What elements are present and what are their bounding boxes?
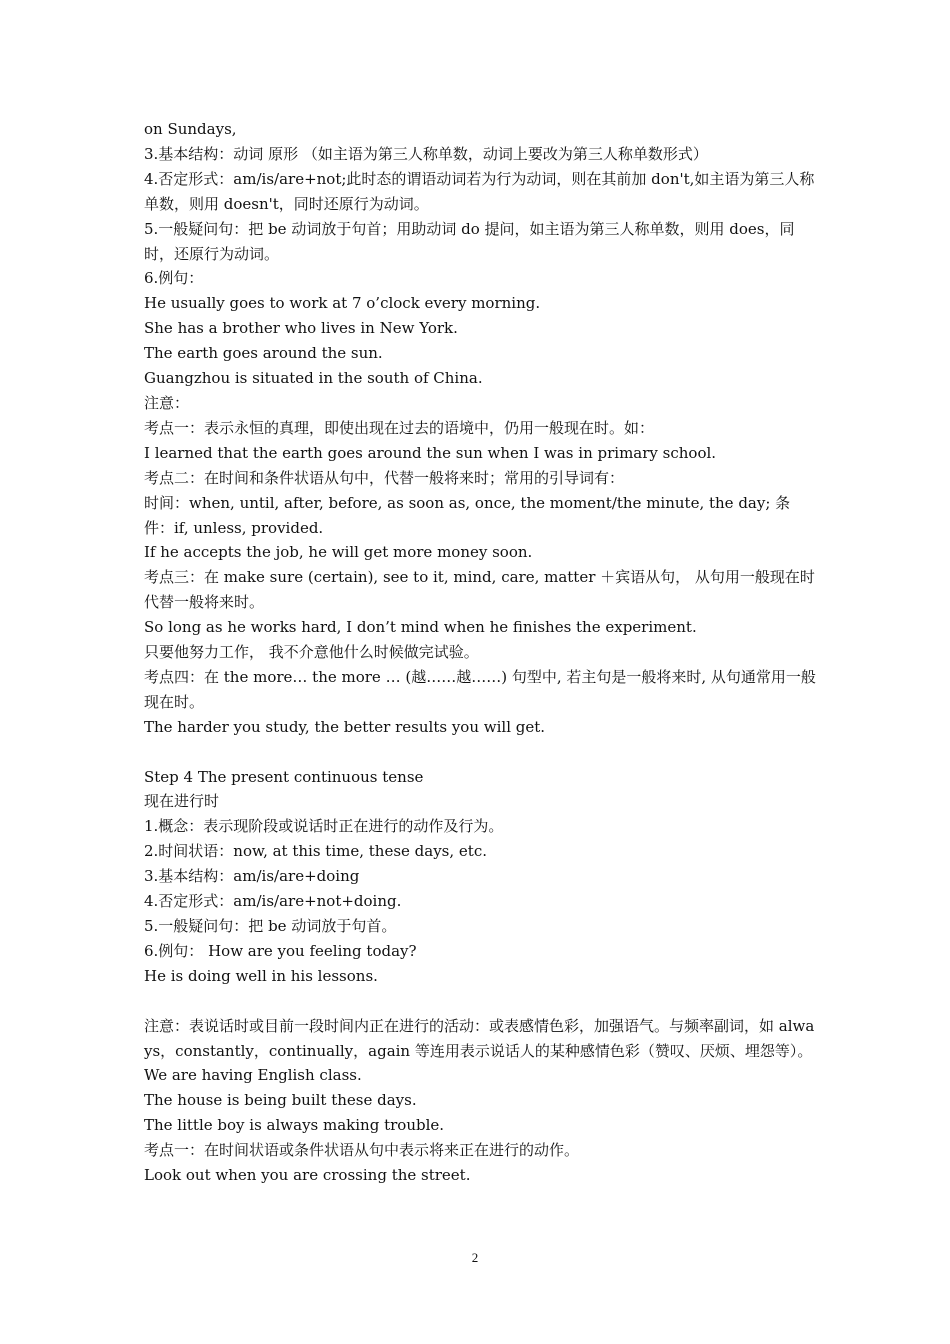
text-line: 1.概念：表示现阶段或说话时正在进行的动作及行为。 [144,817,504,836]
example-sentence: We are having English class. [144,1066,362,1085]
section-heading: Step 4 The present continuous tense [144,767,424,786]
example-sentence: He usually goes to work at 7 o’clock every morning. [144,294,541,313]
page-number: 2 [471,1250,479,1265]
text-line: 5.一般疑问句：把 be 动词放于句首。 [144,916,397,935]
text-line: 4.否定形式：am/is/are+not+doing. [144,892,402,911]
example-sentence: If he accepts the job, he will get more money soon. [144,543,533,562]
example-sentence: The little boy is always making trouble. [144,1116,445,1135]
page-body [144,117,816,1188]
example-sentence: Look out when you are crossing the street. [144,1166,471,1185]
example-sentence: Guangzhou is situated in the south of China. [144,369,483,388]
text-line: 3.基本结构：am/is/are+doing [144,867,360,886]
text-line: 5.一般疑问句：把 be 动词放于句首；用助动词 do 提问，如主语为第三人称单数，则用 does，同时，还原行为动词。 [144,219,795,263]
note-paragraph: 注意：表说话时或目前一段时间内正在进行的活动：或表感情色彩，加强语气。与频率副词，如 always，constantly，continually，again 等连用表示说话人的某种感情色彩（赞叹、厌烦、埋怨等）。 [144,1016,815,1060]
example-sentence: The house is being built these days. [144,1091,417,1110]
text-line: on Sundays, [144,120,237,138]
text-line: 3.基本结构：动词 原形 （如主语为第三人称单数，动词上要改为第三人称单数形式） [144,144,708,163]
text-line: 6.例句： How are you feeling today? [144,941,417,960]
translation-line: 只要他努力工作， 我不介意他什么时候做完试验。 [144,643,479,662]
example-sentence: So long as he works hard, I don’t mind when he finishes the experiment. [144,618,697,637]
example-sentence: She has a brother who lives in New York. [144,319,458,338]
blank-line [144,989,816,1014]
text-line: 6.例句： [144,269,204,288]
key-point: 考点一：在时间状语或条件状语从句中表示将来正在进行的动作。 [144,1141,580,1160]
example-sentence: The harder you study, the better results you will get. [144,717,546,736]
example-sentence: The earth goes around the sun. [144,344,383,363]
example-sentence: He is doing well in his lessons. [144,966,378,985]
text-line: 4.否定形式：am/is/are+not;此时态的谓语动词若为行为动词，则在其前加 don't,如主语为第三人称单数，则用 doesn't，同时还原行为动词。 [144,169,815,213]
text-line: 2.时间状语：now, at this time, these days, etc. [144,842,487,861]
note-heading: 注意： [144,393,190,412]
key-point: 考点一：表示永恒的真理，即使出现在过去的语境中，仍用一般现在时。如： [144,418,655,437]
blank-line [144,740,816,765]
key-point: 考点三：在 make sure (certain), see to it, mind, care, matter ＋宾语从句， 从句用一般现在时代替一般将来时。 [144,568,815,612]
key-point: 考点四：在 the more… the more … (越……越……) 句型中, 若主句是一般将来时, 从句通常用一般现在时。 [144,667,816,711]
section-subheading: 现在进行时 [144,792,220,811]
key-point: 考点二：在时间和条件状语从句中，代替一般将来时；常用的引导词有： [144,468,625,487]
example-sentence: I learned that the earth goes around the sun when I was in primary school. [144,443,717,462]
text-line: 时间：when, until, after, before, as soon as, once, the moment/the minute, the day; 条件：if, unless, provided. [144,493,791,537]
